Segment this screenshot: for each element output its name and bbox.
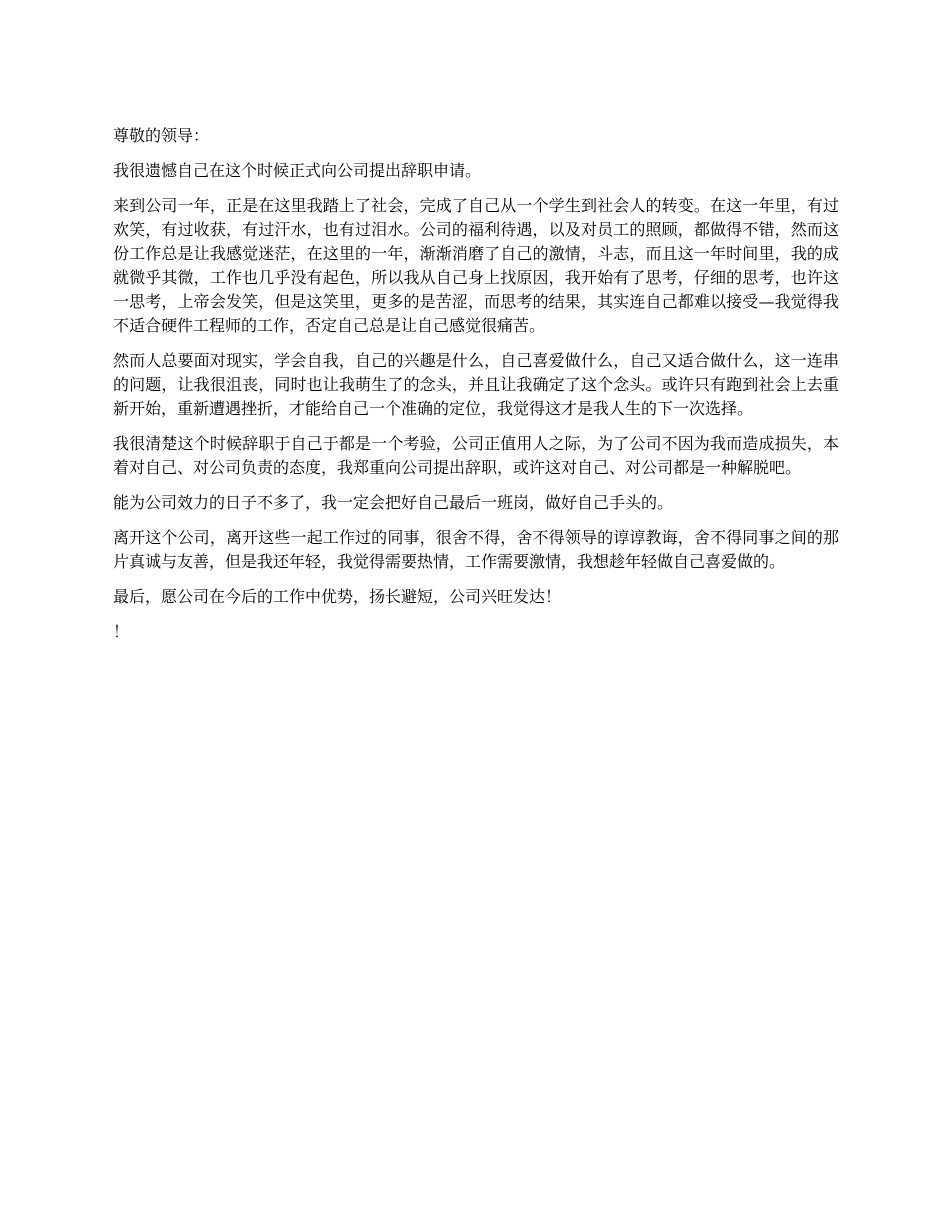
paragraph: 我很清楚这个时候辞职于自己于都是一个考验，公司正值用人之际，为了公司不因为我而造成损失，本着对自己、对公司负责的态度，我郑重向公司提出辞职，或许这对自己、对公司都是一种解脱吧。 bbox=[113, 434, 839, 477]
paragraph: 能为公司效力的日子不多了，我一定会把好自己最后一班岗，做好自己手头的。 bbox=[113, 493, 674, 512]
letter-body bbox=[113, 124, 839, 655]
paragraph: 来到公司一年，正是在这里我踏上了社会，完成了自己从一个学生到社会人的转变。在这一年里，有过欢笑，有过收获，有过汗水，也有过泪水。公司的福利待遇，以及对员工的照顾，都做得不错，然而这份工作总是让我感觉迷茫，在这里的一年，渐渐消磨了自己的激情，斗志，而且这一年时间里，我的成就微乎其微，工作也几乎没有起色，所以我从自己身上找原因，我开始有了思考，仔细的思考，也许这一思考，上帝会发笑，但是这笑里，更多的是苦涩，而思考的结果，其实连自己都难以接受—我觉得我不适合硬件工程师的工作，否定自己总是让自己感觉很痛苦。 bbox=[113, 196, 839, 335]
paragraph: 离开这个公司，离开这些一起工作过的同事，很舍不得，舍不得领导的谆谆教诲，舍不得同事之间的那片真诚与友善，但是我还年轻，我觉得需要热情，工作需要激情，我想趁年轻做自己喜爱做的。 bbox=[113, 528, 839, 571]
paragraph: 然而人总要面对现实，学会自我，自己的兴趣是什么，自己喜爱做什么，自己又适合做什么，这一连串的问题，让我很沮丧，同时也让我萌生了的念头，并且让我确定了这个念头。或许只有跑到社会上去重新开始，重新遭遇挫折，才能给自己一个准确的定位，我觉得这才是我人生的下一次选择。 bbox=[113, 351, 839, 418]
paragraph: 我很遗憾自己在这个时候正式向公司提出辞职申请。 bbox=[113, 161, 482, 180]
closing: ！ bbox=[113, 622, 130, 641]
paragraph: 最后，愿公司在今后的工作中优势，扬长避短，公司兴旺发达！ bbox=[113, 587, 562, 606]
salutation: 尊敬的领导： bbox=[113, 126, 210, 145]
